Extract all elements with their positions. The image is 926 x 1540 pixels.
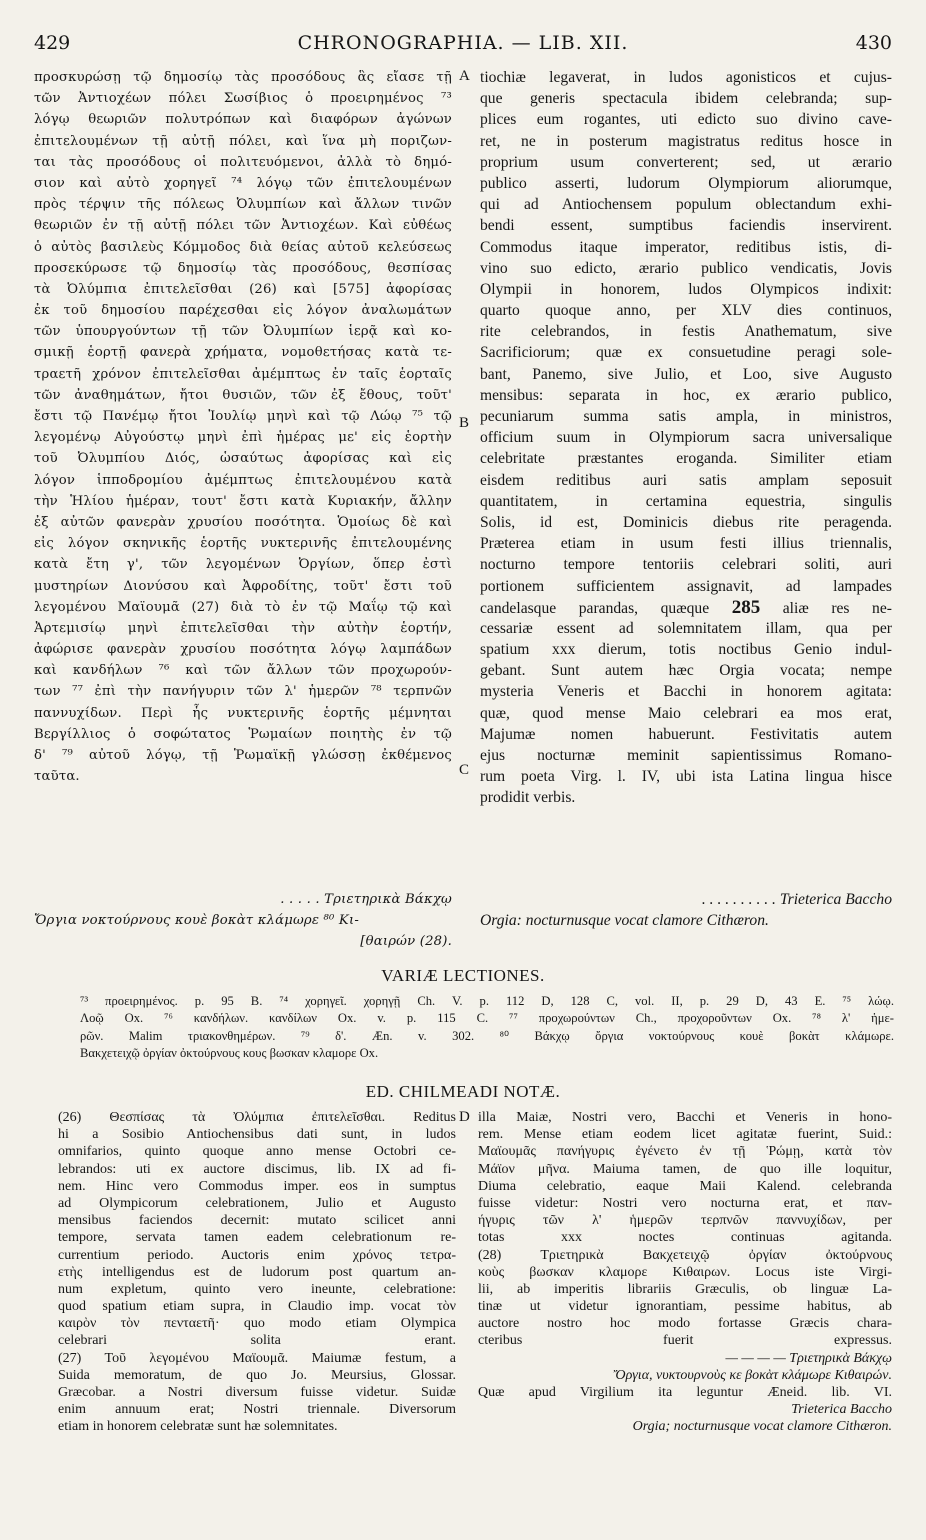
- note-line: rem. Mense etiam eodem licet agitatæ fuerint, Suid.:: [478, 1127, 892, 1143]
- latin-text-line: cessariæ essent ad solemnitatem illam, qua per: [480, 619, 892, 637]
- edition-page-number: 285: [731, 596, 761, 618]
- greek-text-line: ταῦτα.: [34, 769, 80, 785]
- note-line: tinæ ut videtur ignorantiam, pessime habitus, ab: [478, 1299, 892, 1315]
- greek-text-line: εἰς λόγον σκηνικῆς ἑορτῆς νυκτερινῆς ἐπιτελουμένης: [34, 536, 452, 552]
- notes-right-column: [478, 1109, 892, 1436]
- variant-reading-line: Λοῷ Ox. ⁷⁶ κανδήλων. κανδίλων Ox. v. p. 115 C. ⁷⁷ προχωρούντων Ch., προχοροῦντων Ox. ⁷⁸ λ' ἡμε-: [80, 1011, 894, 1026]
- page-number-right: 430: [855, 32, 892, 54]
- latin-text-line: ret, ne in posterum magistratus reditus hosce in: [480, 132, 892, 150]
- margin-letter-b: B: [459, 415, 470, 431]
- greek-text-line: ἀφώρισε φανερὰν χρυσίου ποσότητα λόγῳ λαμπάδων: [34, 642, 452, 658]
- note-line: Ὄργια, νυκτουρνοὺς κε βοκὰτ κλάμωρε Κιθαιρών.: [613, 1367, 892, 1383]
- note-line: Quæ apud Virgilium ita leguntur Æneid. lib. VI.: [478, 1385, 892, 1400]
- greek-text-line: ἔστι τῷ Πανέμῳ ἤτοι Ἰουλίῳ μηνὶ καὶ τῷ Λώῳ ⁷⁵ τῷ: [34, 409, 452, 424]
- note-line: enim annuum erat; Nostri triennale. Diversorum: [58, 1402, 456, 1418]
- latin-verse-quote: [480, 889, 892, 931]
- greek-text-line: λόγῳ θεωριῶν πολυτρόπων καὶ διαφόρων ἀγώνων: [34, 112, 452, 128]
- note-line: celebrari solita erant.: [58, 1333, 456, 1349]
- greek-text-line: τῶν Ἀντιοχέων πόλει Σωσίβιος ὁ προειρημένος ⁷³: [34, 91, 452, 107]
- greek-text-line: ται τὰς προσόδους οἱ πολιτευόμενοι, ἀλλὰ τὸ δημό-: [34, 154, 452, 170]
- variae-lectiones-heading: VARIÆ LECTIONES.: [381, 966, 545, 985]
- note-line: lii, ab imperitis librariis Græculis, ob linguæ La-: [478, 1281, 892, 1297]
- variant-reading-line: ρῶν. Malim τριακονθημέρων. ⁷⁹ δ'. Æn. v. 302. ⁸⁰ Βάκχῳ ὄργια νοκτούρνους κουὲ βοκὰτ κλάμωρε.: [80, 1028, 894, 1043]
- note-line: Trieterica Baccho: [791, 1402, 892, 1418]
- greek-text-line: λόγον ἱπποδρομίου ἀμέμπτως ἐπιτελουμένου κατὰ: [34, 472, 452, 488]
- note-line: num expletum, quinto vero ineunte, celebratione:: [58, 1281, 456, 1297]
- latin-text-line: rite celebrandos, in festis Anathematum, sive: [480, 323, 892, 341]
- greek-text-line: μυστηρίων Διονύσου καὶ Ἀφροδίτης, τοῦτ' ἔστι τοῦ: [34, 578, 452, 594]
- latin-text-line: publico asserti, ludorum Olympiorum aliorumque,: [480, 174, 892, 192]
- note-line: nem. Hinc vero Commodus imper. eos in sumptus: [58, 1178, 456, 1194]
- latin-verse-line: Orgia: nocturnusque vocat clamore Cithæron.: [480, 912, 769, 930]
- greek-text-line: κατὰ ἔτη γ', τῶν λεγομένων Ὀργίων, ὅπερ ἐστὶ: [34, 557, 452, 573]
- note-line: καιρὸν τὸν πενταετῆ· quo modo etiam Olympica: [58, 1316, 456, 1332]
- greek-text-line: προσεκύρωσε τῷ δημοσίῳ τὰς προσόδους, θεσπίσας: [34, 260, 452, 276]
- latin-text-line: que generis spectacula ibidem celebranda; sup-: [480, 90, 892, 108]
- note-line: quod spatium etiam supra, in Claudio imp. vocat τὸν: [58, 1299, 456, 1315]
- note-line: lebrandos: uti ex auctore discimus, lib. IX ad fi-: [58, 1161, 456, 1177]
- greek-verse-line: . . . . . Τριετηρικὰ Βάκχῳ: [280, 892, 452, 907]
- note-line: totas xxx noctes continuas agitanda.: [478, 1230, 892, 1246]
- notes-left-column: [58, 1109, 456, 1436]
- latin-text-line: Olympii in honorem, ludos Olympicos indixit:: [480, 280, 892, 298]
- note-line: (28) Τριετηρικὰ Βακχετειχῷ ὀργίαν ὀκτούρνους: [478, 1247, 892, 1263]
- note-line: omnifarios, quinto quoque anno mense Octobri ce-: [58, 1144, 456, 1160]
- latin-text-line: tiochiæ legaverat, in ludos agonisticos et cujus-: [480, 69, 892, 86]
- note-line: tempore, servata tamen eadem celebrationum re-: [58, 1230, 456, 1246]
- note-line: currentium periodo. Auctoris enim χρόνος τετρα-: [58, 1247, 456, 1263]
- greek-text-line: πρὸς τέρψιν τῆς πόλεως Ὀλυμπίων καὶ ἄλλων τινῶν: [34, 197, 452, 213]
- variae-lectiones-body: [80, 993, 894, 1063]
- note-line: ad Olympicorum celebrationem, Julio et Augusto: [58, 1195, 456, 1211]
- latin-text-line: Sacrificiorum; quæ ex consuetudine peragi sole-: [480, 344, 892, 362]
- greek-verse-line: [θαιρών (28).: [360, 934, 452, 950]
- greek-text-line: προσκυρώσῃ τῷ δημοσίῳ τὰς προσόδους ἃς εἴασε τῇ: [34, 70, 452, 85]
- latin-text-line: quarto quoque anno, per XLV dies continuos,: [480, 302, 892, 320]
- greek-text-line: καὶ κανδήλων ⁷⁶ καὶ τῶν ἄλλων τῶν προχωρούν-: [34, 663, 452, 679]
- latin-text-line: Commodus itaque imperator, reditibus istis, di-: [480, 238, 892, 256]
- latin-text-line: bant, Panemo, sive Julio, et Loo, sive Augusto: [480, 365, 892, 383]
- latin-text-line: nocturno tempore tentoriis celebrari soliti, auri: [480, 556, 892, 574]
- latin-text-line: quantitatem, in certamina equestria, singulis: [480, 492, 892, 510]
- greek-verse-quote: [34, 889, 452, 953]
- note-line: ήγυρις τῶν λ' ἡμερῶν τερπνῶν παννυχίδων, per: [478, 1213, 892, 1229]
- latin-text-line: portionem sufficientem assignavit, ad lampades: [480, 577, 892, 595]
- note-line: Suida memoratum, de quo Jo. Meursius, Glossar.: [58, 1367, 456, 1383]
- running-header: [34, 32, 892, 56]
- margin-letter-c: C: [459, 762, 470, 778]
- latin-text-line: pecuniarum summa satis ampla, in ministros,: [480, 408, 892, 425]
- greek-text-line: θεωριῶν ἐν τῇ αὐτῇ πόλει τῶν Ἀντιοχέων. Καὶ εὐθέως: [34, 218, 452, 234]
- latin-text-line: quæ, quod mense Maio celebrari ea mos erat,: [480, 704, 892, 722]
- latin-text-line: celebritate præstantes eroganda. Similiter etiam: [480, 450, 892, 468]
- greek-text-line: τὴν Ἡλίου ἡμέραν, τουτ' ἔστι κατὰ Κυριακήν, ἄλλην: [34, 493, 452, 509]
- latin-text-line: officium suum in Olympiorum sacra universalique: [480, 429, 892, 447]
- note-line: Μάϊον μῆνα. Maiuma tamen, de quo ille loquitur,: [478, 1161, 892, 1177]
- notes-heading: ED. CHILMEADI NOTÆ.: [365, 1082, 561, 1101]
- latin-text-line: Majumæ nomen habuerunt. Festivitatis autem: [480, 725, 892, 743]
- note-line: (26) Θεσπίσας τὰ Ὀλύμπια ἐπιτελεῖσθαι. Reditus: [58, 1110, 456, 1125]
- latin-text-line: eisdem reditibus auri satis amplam seposuit: [480, 471, 892, 489]
- greek-text-line: ὁ αὐτὸς βασιλεὺς Κόμμοδος διὰ θείας αὐτοῦ κελεύσεως: [34, 239, 452, 255]
- greek-text-line: παννυχίδων. Περὶ ἧς νυκτερινῆς ἑορτῆς μέμνηται: [34, 705, 452, 721]
- greek-text-line: Βεργίλλιος ὁ σοφώτατος Ῥωμαίων ποιητὴς ἐν τῷ: [34, 726, 452, 742]
- note-line: hi a Sosibio Antiochensibus dati sunt, in ludos: [58, 1127, 456, 1143]
- note-line: auctore nostro hoc modo fortasse Græcis chara-: [478, 1316, 892, 1332]
- note-line: mensibus faciendos decernit: mutato scilicet anni: [58, 1213, 456, 1229]
- note-line: Græcobar. a Nostri diversum fuisse videtur. Suidæ: [58, 1385, 456, 1400]
- note-line: cteribus fuerit expressus.: [478, 1333, 892, 1349]
- page-number-left: 429: [34, 32, 71, 54]
- greek-text-line: Ἀρτεμισίῳ μηνὶ ἐπιτελεῖσθαι τὴν αὐτὴν ἑορτήν,: [34, 620, 452, 636]
- latin-text-line: rum poeta Virg. l. IV, ubi ista Latina lingua hisce: [480, 768, 892, 786]
- margin-letter-a: A: [459, 68, 470, 84]
- note-line: Orgia; nocturnusque vocat clamore Cithæron.: [632, 1419, 892, 1435]
- note-line: ετὴς intelligendus est de ludorum post quartum an-: [58, 1264, 456, 1280]
- greek-text-line: λεγομένῳ Αὐγούστῳ μηνὶ ἐπὶ ἡμέρας με' εἰς ἑορτὴν: [34, 430, 452, 446]
- variant-reading-line: ⁷³ προειρημένος. p. 95 B. ⁷⁴ χορηγεῖ. χορηγῇ Ch. V. p. 112 D, 128 C, vol. II, p. 29 D, 43 E. ⁷⁵ λώῳ.: [80, 994, 894, 1008]
- greek-text-line: σμικῇ ἑορτῇ φανερὰ χρήματα, νομοθετήσας κατὰ τε-: [34, 345, 452, 361]
- greek-text-line: τῶν ὑπουργούντων τῇ τῶν Ὀλυμπίων ἱερᾷ καὶ κο-: [34, 324, 452, 340]
- greek-text-column: [34, 67, 452, 787]
- note-line: illa Maiæ, Nostri vero, Bacchi et Veneris in hono-: [478, 1110, 892, 1125]
- note-line: (27) Τοῦ λεγομένου Μαϊουμᾶ. Maiumæ festum, a: [58, 1350, 456, 1366]
- greek-text-line: ἐκ τοῦ δημοσίου παρέχεσθαι εἰς λόγον ἀναλωμάτων: [34, 303, 452, 319]
- note-line: — — — — Τριετηρικὰ Βάκχῳ: [725, 1350, 892, 1366]
- greek-text-line: τοῦ Ὀλυμπίου Διός, ὡσαύτως ἀφορίσας καὶ εἰς: [34, 451, 452, 467]
- latin-text-line: ejus nocturnæ meminit sapientissimus Romano-: [480, 747, 892, 764]
- latin-text-line: qui ad Antiochensem populum oblectandum exhi-: [480, 196, 892, 214]
- note-line: Diuma celebratio, eaque Maii Kalend. celebranda: [478, 1178, 892, 1194]
- latin-line-text: aliæ res ne-: [782, 599, 892, 617]
- note-line: κοὺς βωσκαν κλαμορε Κιθαιρων. Locus iste Virgi-: [478, 1264, 892, 1280]
- note-line: etiam in honorem celebratæ sunt hæ solemnitates.: [58, 1419, 338, 1435]
- greek-text-line: ἐπιτελουμένων τῇ αὐτῇ πόλει, καὶ ἵνα μὴ ποριζων-: [34, 133, 452, 149]
- latin-text-line: mysteria Veneris et Bacchi in honorem agitata:: [480, 683, 892, 701]
- latin-text-line: bendi essent, sumptibus faciendis inservirent.: [480, 217, 892, 235]
- greek-text-line: ἐξ αὐτῶν φανερὰν χρυσίου ποσότητα. Ὁμοίως δὲ καὶ: [34, 514, 452, 530]
- latin-line-text: candelasque parandas, quæque: [480, 599, 710, 617]
- variant-reading-line: Βακχετειχῷ ὀργίαν ὀκτούρνους κους βωσκαν κλαμορε Ox.: [80, 1046, 379, 1061]
- greek-text-line: σιον καὶ αὐτὸ χορηγεῖ ⁷⁴ λόγῳ τῶν ἐπιτελουμένων: [34, 175, 452, 191]
- note-line: fuisse videtur: Nostri vero nocturna erat, et παν-: [478, 1195, 892, 1211]
- greek-text-line: τῶν ἀναθημάτων, ἤτοι θυσιῶν, τῶν ἐξ ἔθους, τοῦτ': [34, 387, 452, 403]
- latin-text-line: plices eum rogantes, uti edicto suo divino cave-: [480, 111, 892, 129]
- running-title: CHRONOGRAPHIA. — LIB. XII.: [297, 32, 629, 54]
- note-line: Μαϊουμᾶς πανήγυρις ἐγένετο ἐν τῇ Ῥώμῃ, κατὰ τὸν: [478, 1144, 892, 1160]
- latin-text-line: Solis, id est, Dominicis diebus rite peragenda.: [480, 513, 892, 531]
- latin-text-line: prodidit verbis.: [480, 789, 576, 807]
- latin-text-line: [480, 597, 892, 618]
- greek-text-line: τραετῆ χρόνον ἐπιτελεῖσθαι ἀμέμπτως ἐν ταῖς ἑορταῖς: [34, 366, 452, 382]
- latin-text-column: [480, 67, 892, 809]
- greek-text-line: τὰ Ὀλύμπια ἐπιτελεῖσθαι (26) καὶ [575] ἀφορίσας: [34, 281, 452, 297]
- margin-letter-d: D: [459, 1109, 470, 1125]
- latin-text-line: proprium usum converterent; sed, ut ærario: [480, 153, 892, 171]
- latin-text-line: Præterea etiam in usum festi illius triennalis,: [480, 535, 892, 553]
- greek-verse-line: Ὄργια νοκτούρνους κουὲ βοκὰτ κλάμωρε ⁸⁰ Κι-: [34, 913, 359, 929]
- latin-text-line: mensibus: separata in hoc, ex ærario publico,: [480, 386, 892, 404]
- greek-text-line: των ⁷⁷ ἐπὶ τὴν πανήγυριν τῶν λ' ἡμερῶν ⁷⁸ τερπνῶν: [34, 684, 452, 700]
- latin-verse-line: . . . . . . . . . . Trieterica Baccho: [701, 891, 892, 908]
- latin-text-line: spatium xxx dierum, totis noctibus Genio indul-: [480, 641, 892, 659]
- greek-text-line: δ' ⁷⁹ αὐτοῦ λόγῳ, τῇ Ῥωμαϊκῇ γλώσσῃ ἐκθέμενος: [34, 748, 452, 763]
- latin-text-line: vino suo edicto, ærario publico vendicatis, Jovis: [480, 259, 892, 277]
- latin-text-line: gebant. Sunt autem hæc Orgia vocata; nempe: [480, 662, 892, 680]
- greek-text-line: λεγομένου Μαϊουμᾶ (27) διὰ τὸ ἐν τῷ Μαΐῳ τῷ καὶ: [34, 599, 452, 615]
